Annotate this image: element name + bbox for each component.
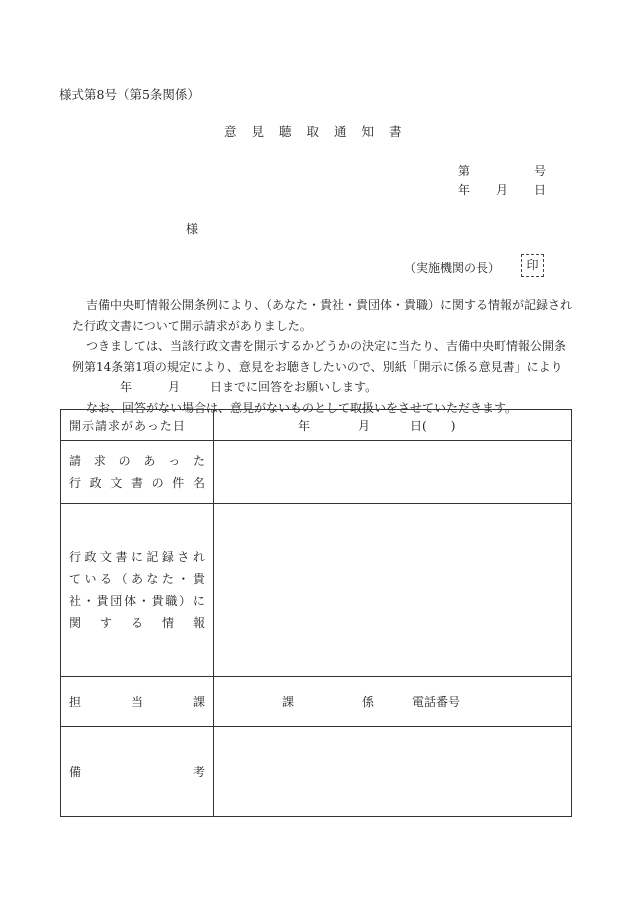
recorded-info-label-line-3: 社 ・ 貴 団 体 ・ 貴 職 ） に — [69, 594, 205, 608]
document-name-label-line-2: 行 政 文 書 の 件 名 — [69, 476, 205, 490]
request-month: 月 — [358, 418, 371, 433]
recorded-info-label-line-4: 関 す る 情 報 — [69, 616, 205, 630]
phone-label: 電話番号 — [412, 695, 461, 709]
recorded-info-label-line-1: 行 政 文 書 に 記 録 さ れ — [69, 550, 205, 564]
request-day: 日( ) — [410, 418, 456, 433]
request-date-value — [214, 410, 572, 441]
addressee-suffix: 様 — [186, 222, 199, 236]
document-name-label-line-1: 請 求 の あ っ た — [69, 454, 205, 468]
issuer-label: （実施機関の長） — [404, 261, 501, 275]
remarks-value[interactable] — [214, 727, 572, 817]
recorded-info-label — [61, 504, 214, 677]
document-name-label — [61, 441, 214, 504]
recorded-info-label-line-2: て い る （ あ な た ・ 貴 — [69, 572, 205, 586]
document-number-line — [458, 162, 546, 179]
request-date-label: 開示請求があった日 — [61, 410, 214, 441]
table-row — [61, 727, 572, 817]
department-label: 担 当 課 — [61, 677, 214, 727]
seal-stamp: 印 — [521, 254, 544, 277]
table-row — [61, 410, 572, 441]
document-name-value[interactable] — [214, 441, 572, 504]
number-prefix: 第 — [458, 164, 471, 178]
notice-table — [60, 409, 572, 817]
paragraph-2-text: つきましては、当該行政文書を開示するかどうかの決定に当たり、吉備中央町情報公開条例第14条第1項の規定により、意見をお聴きしたいので、別紙「開示に係る意見書」により — [72, 339, 567, 374]
form-number: 様式第8号（第5条関係） — [59, 87, 200, 102]
paragraph-1: 吉備中央町情報公開条例により、（あなた・貴社・貴団体・貴職）に関する情報が記録された行政文書について開示請求がありました。 — [72, 298, 573, 333]
paragraph-2 — [72, 336, 572, 398]
remarks-label: 備 考 — [61, 727, 214, 817]
table-row — [61, 504, 572, 677]
recorded-info-value[interactable] — [214, 504, 572, 677]
table-row — [61, 441, 572, 504]
reply-year: 年 — [120, 380, 133, 394]
number-suffix: 号 — [533, 164, 546, 178]
department-value[interactable] — [214, 677, 572, 727]
subsection-label: 係 — [362, 695, 375, 709]
reply-day: 日までに回答をお願いします。 — [210, 380, 378, 394]
table-row — [61, 677, 572, 727]
request-year: 年 — [298, 418, 311, 433]
date-day: 日 — [533, 183, 546, 197]
section-label: 課 — [282, 695, 295, 709]
paragraph-3: なお、回答がない場合は、意見がないものとして取扱いをさせていただきます。 — [86, 400, 518, 415]
document-title: 意見聴取通知書 — [224, 124, 417, 139]
notice-body — [72, 295, 572, 418]
reply-month: 月 — [168, 380, 181, 394]
date-year: 年 — [458, 183, 471, 197]
date-month: 月 — [495, 183, 508, 197]
document-date-line — [458, 181, 546, 198]
